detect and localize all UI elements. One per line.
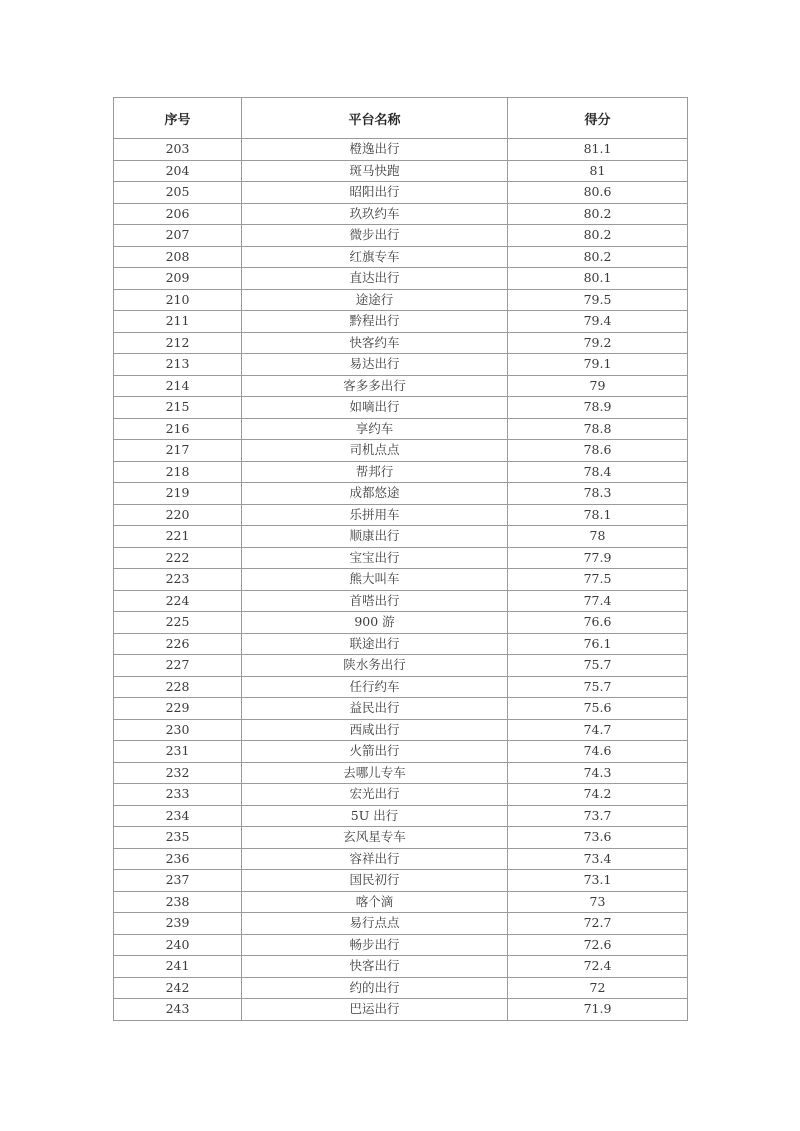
cell-platform-name: 快客约车 xyxy=(242,332,508,354)
cell-score: 78.4 xyxy=(508,461,688,483)
table-row xyxy=(114,375,688,397)
cell-score: 79.2 xyxy=(508,332,688,354)
cell-score: 78.3 xyxy=(508,483,688,505)
cell-score: 80.1 xyxy=(508,268,688,290)
table-row xyxy=(114,332,688,354)
table-row xyxy=(114,590,688,612)
cell-score: 79.1 xyxy=(508,354,688,376)
table-row xyxy=(114,418,688,440)
cell-index: 220 xyxy=(114,504,242,526)
table-row xyxy=(114,934,688,956)
cell-platform-name: 途途行 xyxy=(242,289,508,311)
cell-platform-name: 如嘀出行 xyxy=(242,397,508,419)
cell-index: 216 xyxy=(114,418,242,440)
cell-platform-name: 巴运出行 xyxy=(242,999,508,1021)
table-row xyxy=(114,827,688,849)
cell-index: 207 xyxy=(114,225,242,247)
cell-score: 77.5 xyxy=(508,569,688,591)
cell-index: 234 xyxy=(114,805,242,827)
cell-score: 78.9 xyxy=(508,397,688,419)
table-row xyxy=(114,870,688,892)
table-row xyxy=(114,913,688,935)
cell-platform-name: 客多多出行 xyxy=(242,375,508,397)
cell-score: 79.5 xyxy=(508,289,688,311)
cell-index: 232 xyxy=(114,762,242,784)
cell-index: 225 xyxy=(114,612,242,634)
cell-platform-name: 直达出行 xyxy=(242,268,508,290)
cell-index: 214 xyxy=(114,375,242,397)
cell-score: 77.9 xyxy=(508,547,688,569)
cell-index: 233 xyxy=(114,784,242,806)
cell-index: 203 xyxy=(114,139,242,161)
table-row xyxy=(114,397,688,419)
cell-index: 219 xyxy=(114,483,242,505)
cell-score: 73.4 xyxy=(508,848,688,870)
cell-index: 226 xyxy=(114,633,242,655)
cell-index: 238 xyxy=(114,891,242,913)
table-row xyxy=(114,719,688,741)
table-row xyxy=(114,569,688,591)
cell-platform-name: 黔程出行 xyxy=(242,311,508,333)
cell-platform-name: 900 游 xyxy=(242,612,508,634)
cell-index: 242 xyxy=(114,977,242,999)
table-row xyxy=(114,160,688,182)
table-row xyxy=(114,225,688,247)
table-row xyxy=(114,612,688,634)
cell-platform-name: 联途出行 xyxy=(242,633,508,655)
table-row xyxy=(114,547,688,569)
cell-index: 208 xyxy=(114,246,242,268)
cell-score: 80.6 xyxy=(508,182,688,204)
cell-platform-name: 益民出行 xyxy=(242,698,508,720)
table-row xyxy=(114,848,688,870)
cell-platform-name: 玄风星专车 xyxy=(242,827,508,849)
table-row xyxy=(114,655,688,677)
cell-platform-name: 任行约车 xyxy=(242,676,508,698)
cell-platform-name: 司机点点 xyxy=(242,440,508,462)
cell-platform-name: 微步出行 xyxy=(242,225,508,247)
cell-index: 221 xyxy=(114,526,242,548)
table-row xyxy=(114,805,688,827)
cell-platform-name: 宝宝出行 xyxy=(242,547,508,569)
cell-score: 76.6 xyxy=(508,612,688,634)
table-body xyxy=(114,139,688,1021)
cell-index: 210 xyxy=(114,289,242,311)
cell-platform-name: 成都悠途 xyxy=(242,483,508,505)
cell-platform-name: 畅步出行 xyxy=(242,934,508,956)
cell-platform-name: 去哪儿专车 xyxy=(242,762,508,784)
cell-platform-name: 首嗒出行 xyxy=(242,590,508,612)
cell-platform-name: 熊大叫车 xyxy=(242,569,508,591)
cell-score: 78.6 xyxy=(508,440,688,462)
cell-platform-name: 顺康出行 xyxy=(242,526,508,548)
cell-platform-name: 易行点点 xyxy=(242,913,508,935)
cell-index: 223 xyxy=(114,569,242,591)
table-row xyxy=(114,741,688,763)
cell-index: 209 xyxy=(114,268,242,290)
ranking-table xyxy=(113,97,688,1021)
cell-score: 74.2 xyxy=(508,784,688,806)
cell-index: 230 xyxy=(114,719,242,741)
cell-score: 72.7 xyxy=(508,913,688,935)
cell-platform-name: 橙逸出行 xyxy=(242,139,508,161)
cell-platform-name: 昭阳出行 xyxy=(242,182,508,204)
cell-score: 77.4 xyxy=(508,590,688,612)
table-row xyxy=(114,977,688,999)
table-row xyxy=(114,784,688,806)
cell-platform-name: 陕水务出行 xyxy=(242,655,508,677)
cell-score: 74.7 xyxy=(508,719,688,741)
table-header-row xyxy=(114,98,688,139)
cell-index: 240 xyxy=(114,934,242,956)
cell-score: 80.2 xyxy=(508,225,688,247)
cell-platform-name: 乐拼用车 xyxy=(242,504,508,526)
cell-index: 213 xyxy=(114,354,242,376)
cell-platform-name: 宏光出行 xyxy=(242,784,508,806)
cell-index: 222 xyxy=(114,547,242,569)
table-row xyxy=(114,461,688,483)
table-row xyxy=(114,139,688,161)
table-row xyxy=(114,203,688,225)
cell-index: 211 xyxy=(114,311,242,333)
header-platform-name: 平台名称 xyxy=(242,98,508,139)
cell-score: 72 xyxy=(508,977,688,999)
cell-index: 236 xyxy=(114,848,242,870)
cell-index: 243 xyxy=(114,999,242,1021)
table-row xyxy=(114,311,688,333)
cell-index: 239 xyxy=(114,913,242,935)
cell-index: 229 xyxy=(114,698,242,720)
cell-platform-name: 快客出行 xyxy=(242,956,508,978)
cell-score: 71.9 xyxy=(508,999,688,1021)
table-row xyxy=(114,999,688,1021)
table-row xyxy=(114,440,688,462)
cell-index: 237 xyxy=(114,870,242,892)
cell-score: 72.4 xyxy=(508,956,688,978)
cell-platform-name: 国民初行 xyxy=(242,870,508,892)
cell-platform-name: 红旗专车 xyxy=(242,246,508,268)
cell-score: 78.8 xyxy=(508,418,688,440)
table-row xyxy=(114,956,688,978)
cell-score: 81 xyxy=(508,160,688,182)
cell-platform-name: 5U 出行 xyxy=(242,805,508,827)
cell-platform-name: 约的出行 xyxy=(242,977,508,999)
table-row xyxy=(114,504,688,526)
header-score: 得分 xyxy=(508,98,688,139)
table-row xyxy=(114,526,688,548)
cell-score: 72.6 xyxy=(508,934,688,956)
table-row xyxy=(114,698,688,720)
cell-platform-name: 享约车 xyxy=(242,418,508,440)
cell-index: 227 xyxy=(114,655,242,677)
cell-index: 215 xyxy=(114,397,242,419)
cell-score: 75.7 xyxy=(508,676,688,698)
cell-index: 218 xyxy=(114,461,242,483)
cell-score: 78.1 xyxy=(508,504,688,526)
header-index: 序号 xyxy=(114,98,242,139)
cell-index: 217 xyxy=(114,440,242,462)
cell-platform-name: 易达出行 xyxy=(242,354,508,376)
cell-score: 73.6 xyxy=(508,827,688,849)
cell-score: 79.4 xyxy=(508,311,688,333)
cell-index: 231 xyxy=(114,741,242,763)
table-row xyxy=(114,676,688,698)
cell-platform-name: 玖玖约车 xyxy=(242,203,508,225)
table-row xyxy=(114,891,688,913)
cell-score: 79 xyxy=(508,375,688,397)
cell-index: 204 xyxy=(114,160,242,182)
cell-score: 75.6 xyxy=(508,698,688,720)
cell-score: 78 xyxy=(508,526,688,548)
cell-platform-name: 容祥出行 xyxy=(242,848,508,870)
table-row xyxy=(114,182,688,204)
cell-platform-name: 西咸出行 xyxy=(242,719,508,741)
cell-score: 76.1 xyxy=(508,633,688,655)
table-row xyxy=(114,354,688,376)
cell-index: 206 xyxy=(114,203,242,225)
cell-platform-name: 帮邦行 xyxy=(242,461,508,483)
cell-score: 81.1 xyxy=(508,139,688,161)
cell-score: 74.6 xyxy=(508,741,688,763)
cell-score: 73.7 xyxy=(508,805,688,827)
table-row xyxy=(114,268,688,290)
table-row xyxy=(114,246,688,268)
cell-platform-name: 火箭出行 xyxy=(242,741,508,763)
cell-score: 74.3 xyxy=(508,762,688,784)
cell-score: 73 xyxy=(508,891,688,913)
cell-index: 228 xyxy=(114,676,242,698)
cell-score: 80.2 xyxy=(508,203,688,225)
cell-platform-name: 斑马快跑 xyxy=(242,160,508,182)
cell-index: 241 xyxy=(114,956,242,978)
cell-score: 75.7 xyxy=(508,655,688,677)
cell-index: 235 xyxy=(114,827,242,849)
cell-platform-name: 喀个滴 xyxy=(242,891,508,913)
cell-index: 224 xyxy=(114,590,242,612)
cell-index: 205 xyxy=(114,182,242,204)
cell-score: 73.1 xyxy=(508,870,688,892)
cell-index: 212 xyxy=(114,332,242,354)
table-row xyxy=(114,289,688,311)
cell-score: 80.2 xyxy=(508,246,688,268)
table-row xyxy=(114,633,688,655)
table-row xyxy=(114,483,688,505)
table-row xyxy=(114,762,688,784)
